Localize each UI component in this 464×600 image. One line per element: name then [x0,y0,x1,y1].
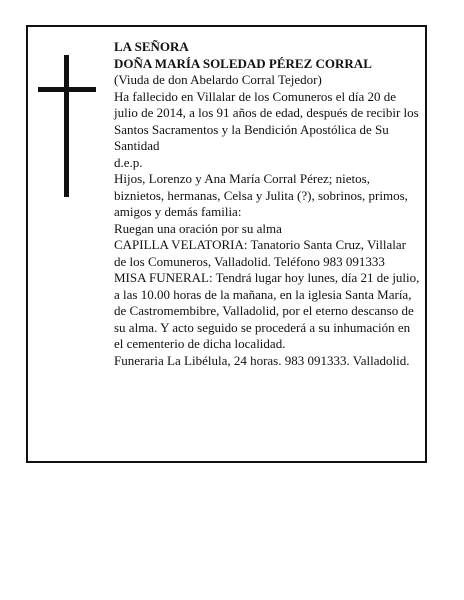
cross-vertical-bar [64,55,69,197]
deceased-name: DOÑA MARÍA SOLEDAD PÉREZ CORRAL [114,55,372,71]
rip-text: d.e.p. [114,154,143,170]
cross-icon [38,55,98,197]
obituary-text [114,39,420,369]
title-line-1: LA SEÑORA [114,39,189,54]
family-list: Hijos, Lorenzo y Ana María Corral Pérez; nietos, biznietos, hermanas, Celsa y Julita (?), sobrinos, primos, amigos y demás familia: [114,171,408,219]
funeral-mass-info: MISA FUNERAL: Tendrá lugar hoy lunes, día 21 de julio, a las 10.00 horas de la mañana, en la iglesia Santa María, de Castromembibre, Valladolid, por el eterno descanso de su alma. Y acto seguido se procederá a su inhumación en el cementerio de dicha localidad. [114,270,420,351]
prayer-request: Ruegan una oración por su alma [114,220,282,236]
chapel-info: CAPILLA VELATORIA: Tanatorio Santa Cruz, Villalar de los Comuneros, Valladolid. Teléfono 983 091333 [114,237,406,269]
subtitle-widow: (Viuda de don Abelardo Corral Tejedor) [114,72,322,87]
funeral-home-info: Funeraria La Libélula, 24 horas. 983 091333. Valladolid. [114,352,410,368]
obituary-notice [26,25,427,463]
death-notice: Ha fallecido en Villalar de los Comuneros el día 20 de julio de 2014, a los 91 años de edad, después de recibir los Santos Sacramentos y la Bendición Apostólica de Su Santidad [114,88,419,153]
cross-horizontal-bar [38,87,96,92]
